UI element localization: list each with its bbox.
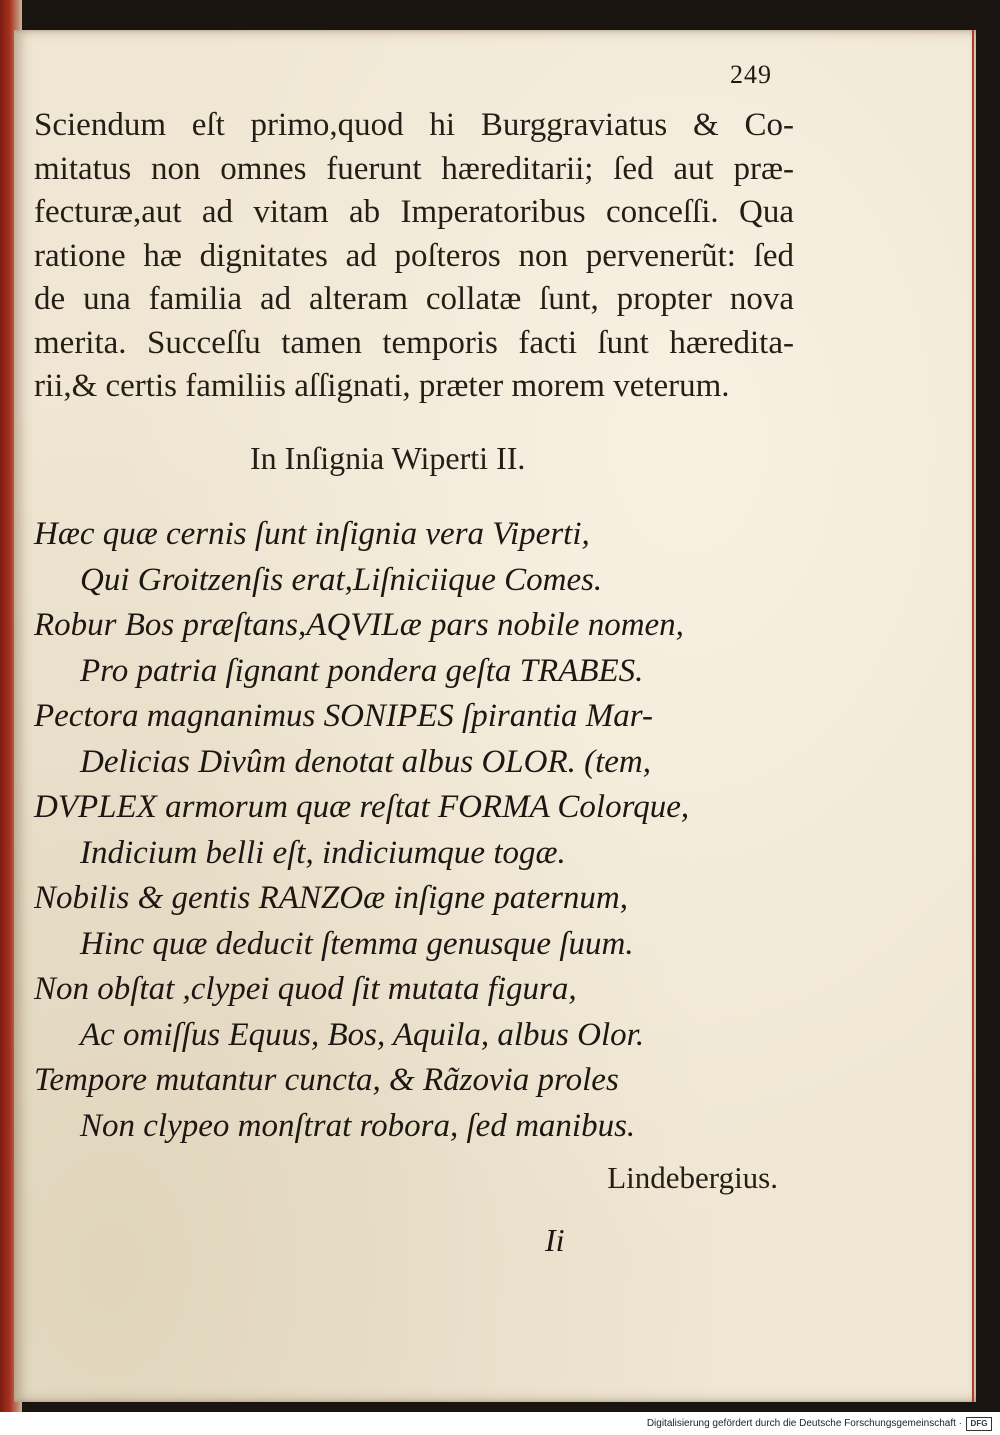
poem-line: Hinc quæ deducit ſtemma genusque ſuum. [80, 925, 634, 962]
poem-line: Pectora magnanimus SONIPES ſpirantia Mar- [34, 698, 653, 734]
poem-line: Pro patria ſignant pondera geſta TRABES. [80, 652, 644, 689]
prose-line: fecturæ,aut ad vitam ab Imperatoribus conceſſi. Qua [34, 194, 794, 230]
prose-line: ratione hæ dignitates ad poſteros non pervenerũt: ſed [34, 237, 794, 274]
prose-line: rii,& certis familiis aſſignati, præter morem veterum. [34, 368, 730, 404]
poem-line: Qui Groitzenſis erat,Liſniciique Comes. [80, 561, 603, 598]
page-number: 249 [730, 60, 772, 89]
poem-line: Non clypeo monſtrat robora, ſed manibus. [80, 1107, 636, 1144]
poem-line: Hæc quæ cernis ſunt inſignia vera Viperti, [34, 516, 590, 552]
prose-line: merita. Succeſſu tamen temporis facti ſunt hæredita- [34, 324, 794, 361]
page-edge-right [972, 30, 974, 1402]
prose-line: de una familia ad alteram collatæ ſunt, propter nova [34, 281, 794, 317]
prose-paragraph [34, 104, 794, 409]
prose-line: Sciendum eſt primo,quod hi Burggraviatus & Co- [34, 107, 794, 143]
poem-line: DVPLEX armorum quæ reſtat FORMA Colorque, [34, 789, 690, 825]
footer-credit-text: Digitalisierung gefördert durch die Deutsche Forschungsgemeinschaft · [646, 1418, 962, 1429]
poem-line: Non obſtat ,clypei quod ſit mutata figura, [34, 971, 577, 1007]
poem-line: Indicium belli eſt, indiciumque togæ. [80, 834, 566, 871]
poem-line: Delicias Divûm denotat albus OLOR. (tem, [80, 743, 652, 780]
poem-line: Robur Bos præſtans,AQVILæ pars nobile nomen, [34, 607, 684, 643]
prose-line: mitatus non omnes fuerunt hæreditarii; ſed aut præ- [34, 150, 794, 187]
poem-line: Tempore mutantur cuncta, & Rãzovia proles [34, 1062, 619, 1098]
dfg-logo-icon: DFG [966, 1417, 992, 1431]
author-signature: Lindebergius. [607, 1160, 778, 1195]
poem-line: Nobilis & gentis RANZOæ inſigne paternum, [34, 880, 629, 916]
footer-credit [0, 1414, 1000, 1434]
poem [34, 512, 794, 1149]
poem-line: Ac omiſſus Equus, Bos, Aquila, albus Olor. [80, 1016, 645, 1053]
poem-heading: In Inſignia Wiperti II. [250, 440, 526, 476]
catchword: Ii [545, 1222, 565, 1258]
